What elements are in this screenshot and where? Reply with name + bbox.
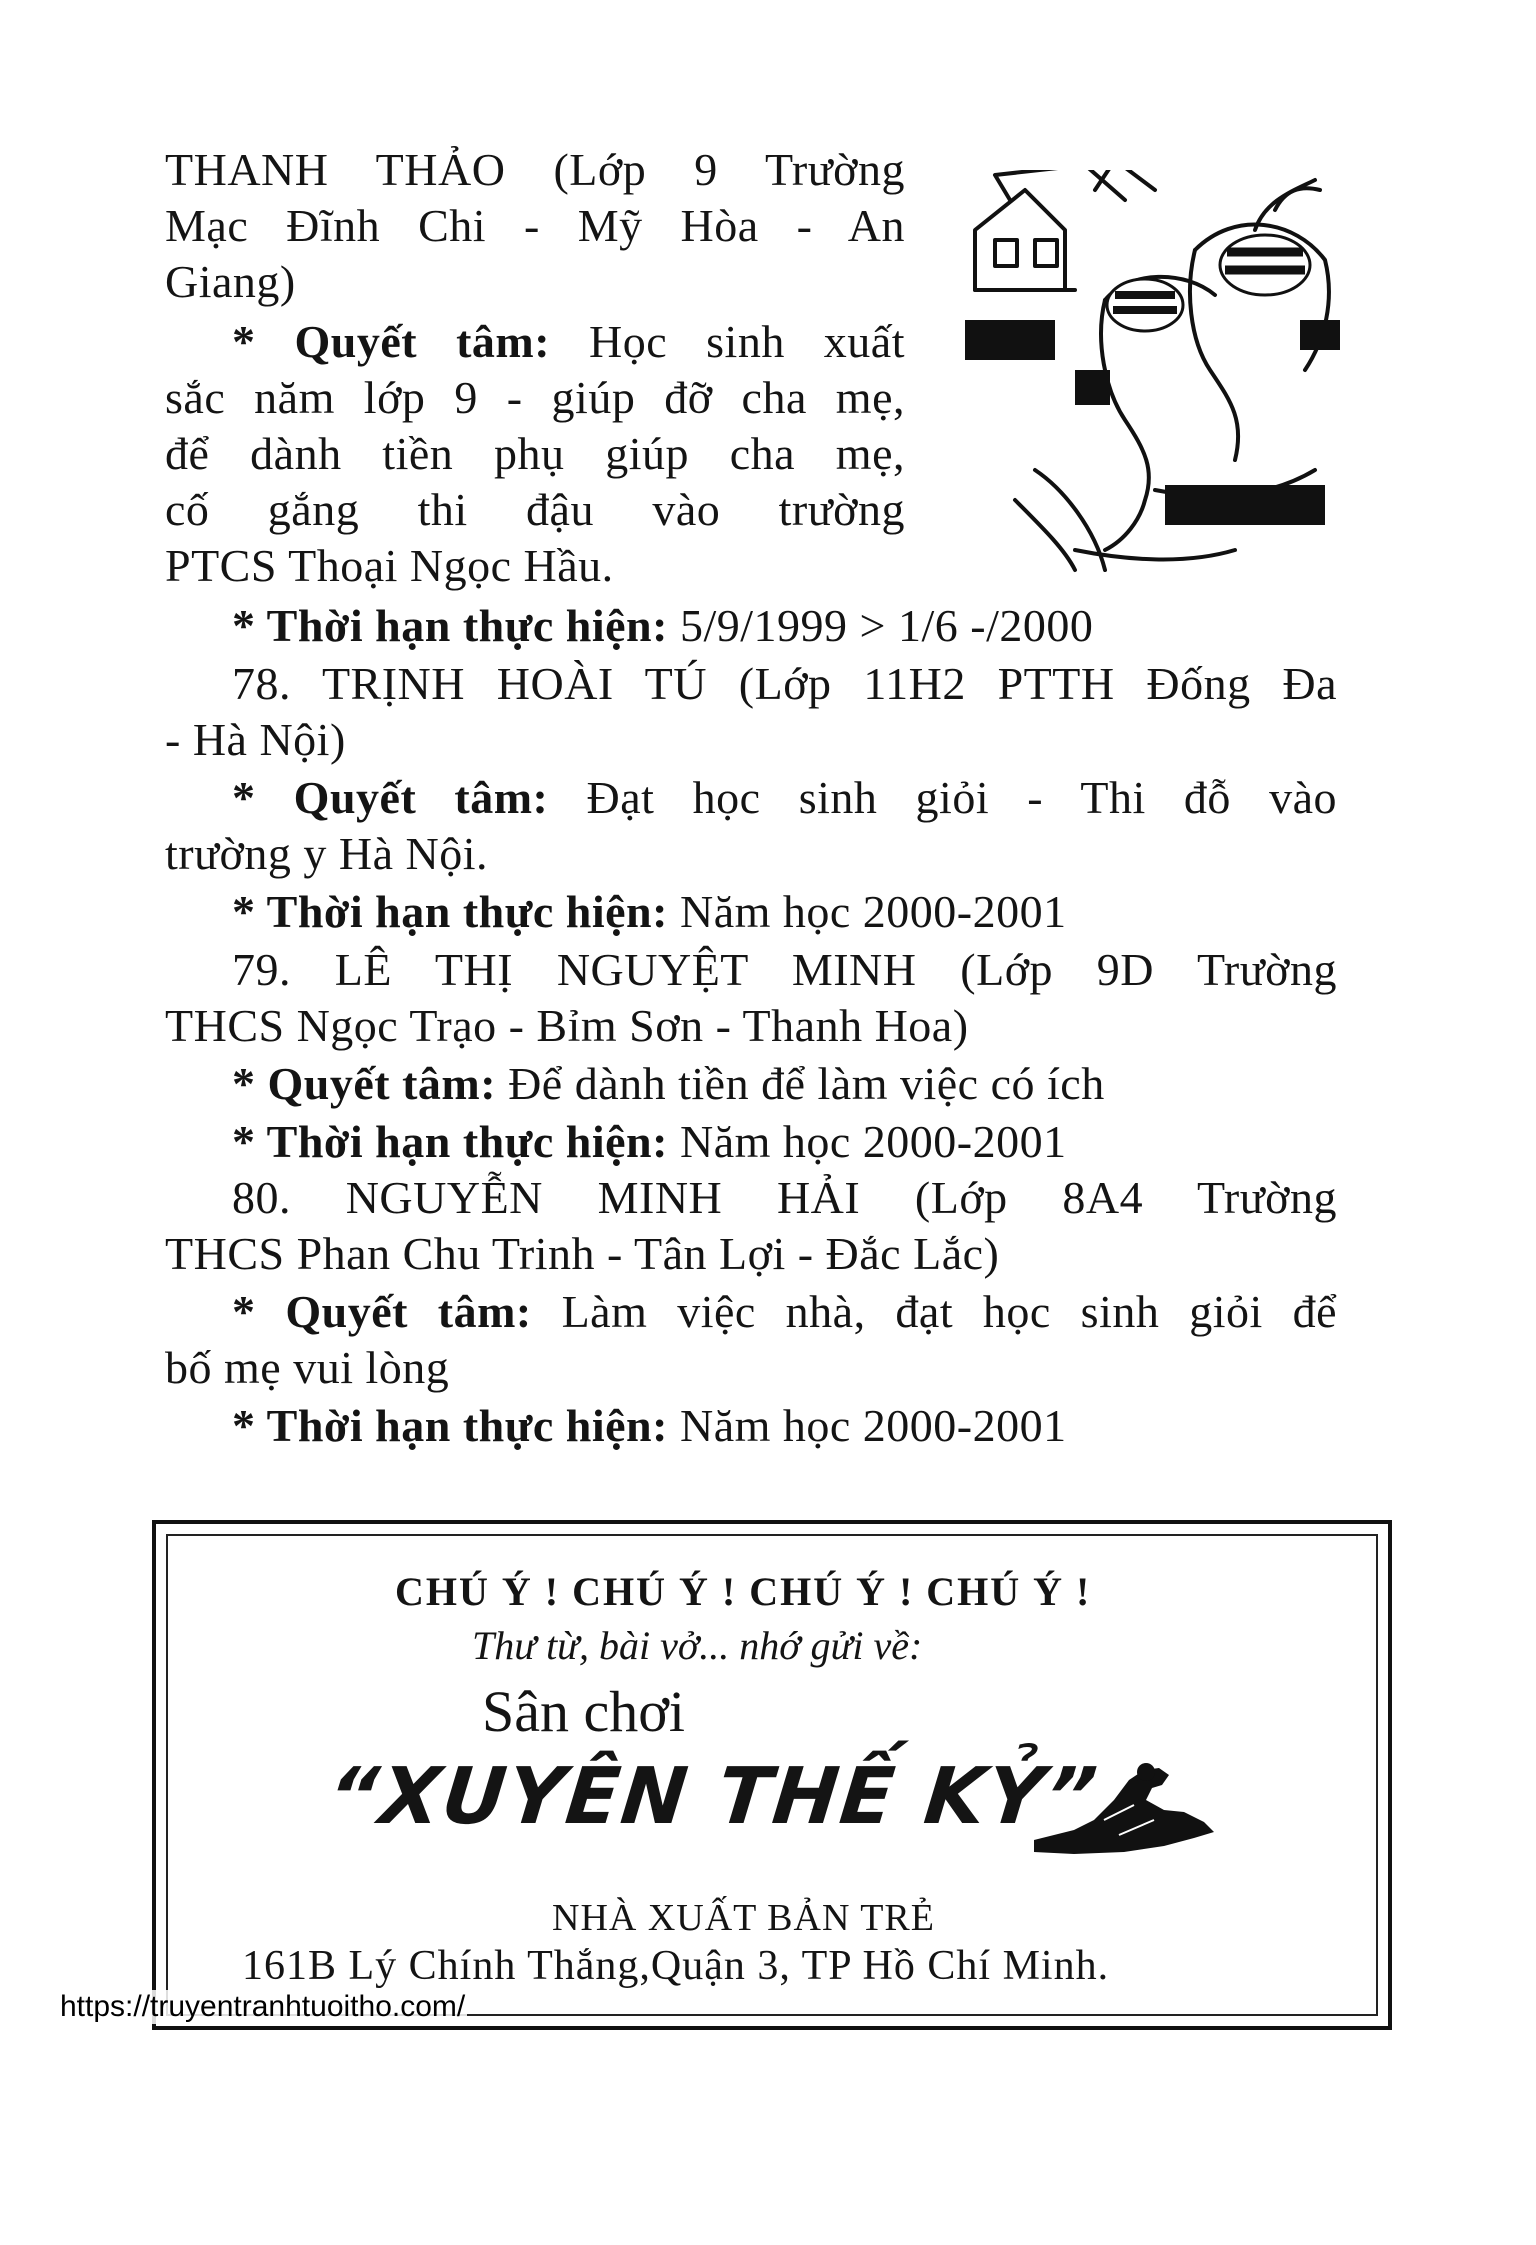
entry-78-qt-line2: trường y Hà Nội.: [165, 828, 488, 879]
entry-78-thoi-han: [232, 884, 1067, 940]
thoi-han-value: Năm học 2000-2001: [679, 1116, 1067, 1167]
quyet-tam-label: * Quyết tâm:: [232, 316, 551, 367]
quyet-tam-label: * Quyết tâm:: [232, 772, 549, 823]
entry-77-school-line-end: Giang): [165, 256, 296, 307]
entry-number: 78.: [232, 658, 291, 709]
entry-school: (Lớp 9D Trường: [960, 944, 1338, 995]
notice-heading: CHÚ Ý ! CHÚ Ý ! CHÚ Ý ! CHÚ Ý !: [395, 1569, 1092, 1614]
notice-brand-title: “XUYÊN THẾ KỶ”: [323, 1752, 1103, 1842]
thoi-han-label: * Thời hạn thực hiện:: [232, 886, 668, 937]
notice-playground: Sân chơi: [482, 1679, 686, 1744]
entry-77-qt-line3: để dành tiền phụ giúp cha mẹ,: [165, 428, 905, 479]
entry-77-quyet-tam: [232, 314, 905, 370]
mascot-runner-icon: [1034, 1760, 1214, 1860]
entry-79-thoi-han: [232, 1114, 1067, 1170]
quyet-tam-label: * Quyết tâm:: [232, 1058, 497, 1109]
entry-77-thoi-han: [232, 598, 1093, 654]
entry-name: LÊ THỊ NGUYỆT MINH: [334, 944, 917, 995]
thoi-han-label: * Thời hạn thực hiện:: [232, 1116, 668, 1167]
entry-80-quyet-tam: [232, 1284, 1337, 1340]
entry-78-quyet-tam: [232, 770, 1337, 826]
notice-publisher: NHÀ XUẤT BẢN TRẺ: [552, 1897, 935, 1939]
entry-number: 79.: [232, 944, 291, 995]
entry-80-qt-line2: bố mẹ vui lòng: [165, 1342, 450, 1393]
entry-79-school-line-end: THCS Ngọc Trạo - Bỉm Sơn - Thanh Hoa): [165, 1000, 969, 1051]
thoi-han-value: 5/9/1999 > 1/6 -/2000: [679, 600, 1094, 651]
entry-77-qt-line2: sắc năm lớp 9 - giúp đỡ cha mẹ,: [165, 372, 905, 423]
entry-80-header: [232, 1170, 1337, 1226]
quyet-tam-text: Đạt học sinh giỏi - Thi đỗ vào: [586, 772, 1338, 823]
notice-subtitle: Thư từ, bài vở... nhớ gửi về:: [472, 1623, 923, 1668]
entry-79-quyet-tam: [232, 1056, 1105, 1112]
entry-80-school-line-end: THCS Phan Chu Trinh - Tân Lợi - Đắc Lắc): [165, 1228, 1000, 1279]
entry-77-school-line: Mạc Đĩnh Chi - Mỹ Hòa - An: [165, 200, 905, 251]
entry-name: NGUYỄN MINH HẢI: [345, 1172, 861, 1223]
thoi-han-label: * Thời hạn thực hiện:: [232, 600, 668, 651]
entry-79-header: [232, 942, 1337, 998]
notice-address: 161B Lý Chính Thắng,Quận 3, TP Hồ Chí Minh.: [242, 1943, 1110, 1989]
thoi-han-value: Năm học 2000-2001: [679, 886, 1067, 937]
quyet-tam-text: Để dành tiền để làm việc có ích: [508, 1058, 1105, 1109]
entry-77-qt-line4: cố gắng thi đậu vào trường: [165, 484, 905, 535]
quyet-tam-label: * Quyết tâm:: [232, 1286, 532, 1337]
entry-78-header: [232, 656, 1337, 712]
thoi-han-label: * Thời hạn thực hiện:: [232, 1400, 668, 1451]
source-watermark-link[interactable]: https://truyentranhtuoitho.com/: [60, 1990, 466, 2023]
entry-77-qt-line5: PTCS Thoại Ngọc Hầu.: [165, 540, 614, 591]
entry-number: 80.: [232, 1172, 291, 1223]
illustration-kids-with-goggles: [955, 170, 1355, 580]
entry-school: (Lớp 11H2 PTTH Đống Đa: [738, 658, 1338, 709]
entry-school: (Lớp 8A4 Trường: [914, 1172, 1338, 1223]
quyet-tam-text: Học sinh xuất: [589, 316, 905, 367]
entry-77-name-line: THANH THẢO (Lớp 9 Trường: [165, 144, 905, 195]
entry-78-school-line-end: - Hà Nội): [165, 714, 346, 765]
thoi-han-value: Năm học 2000-2001: [679, 1400, 1067, 1451]
entry-name: TRỊNH HOÀI TÚ: [321, 658, 708, 709]
quyet-tam-text: Làm việc nhà, đạt học sinh giỏi để: [561, 1286, 1338, 1337]
entry-80-thoi-han: [232, 1398, 1067, 1454]
